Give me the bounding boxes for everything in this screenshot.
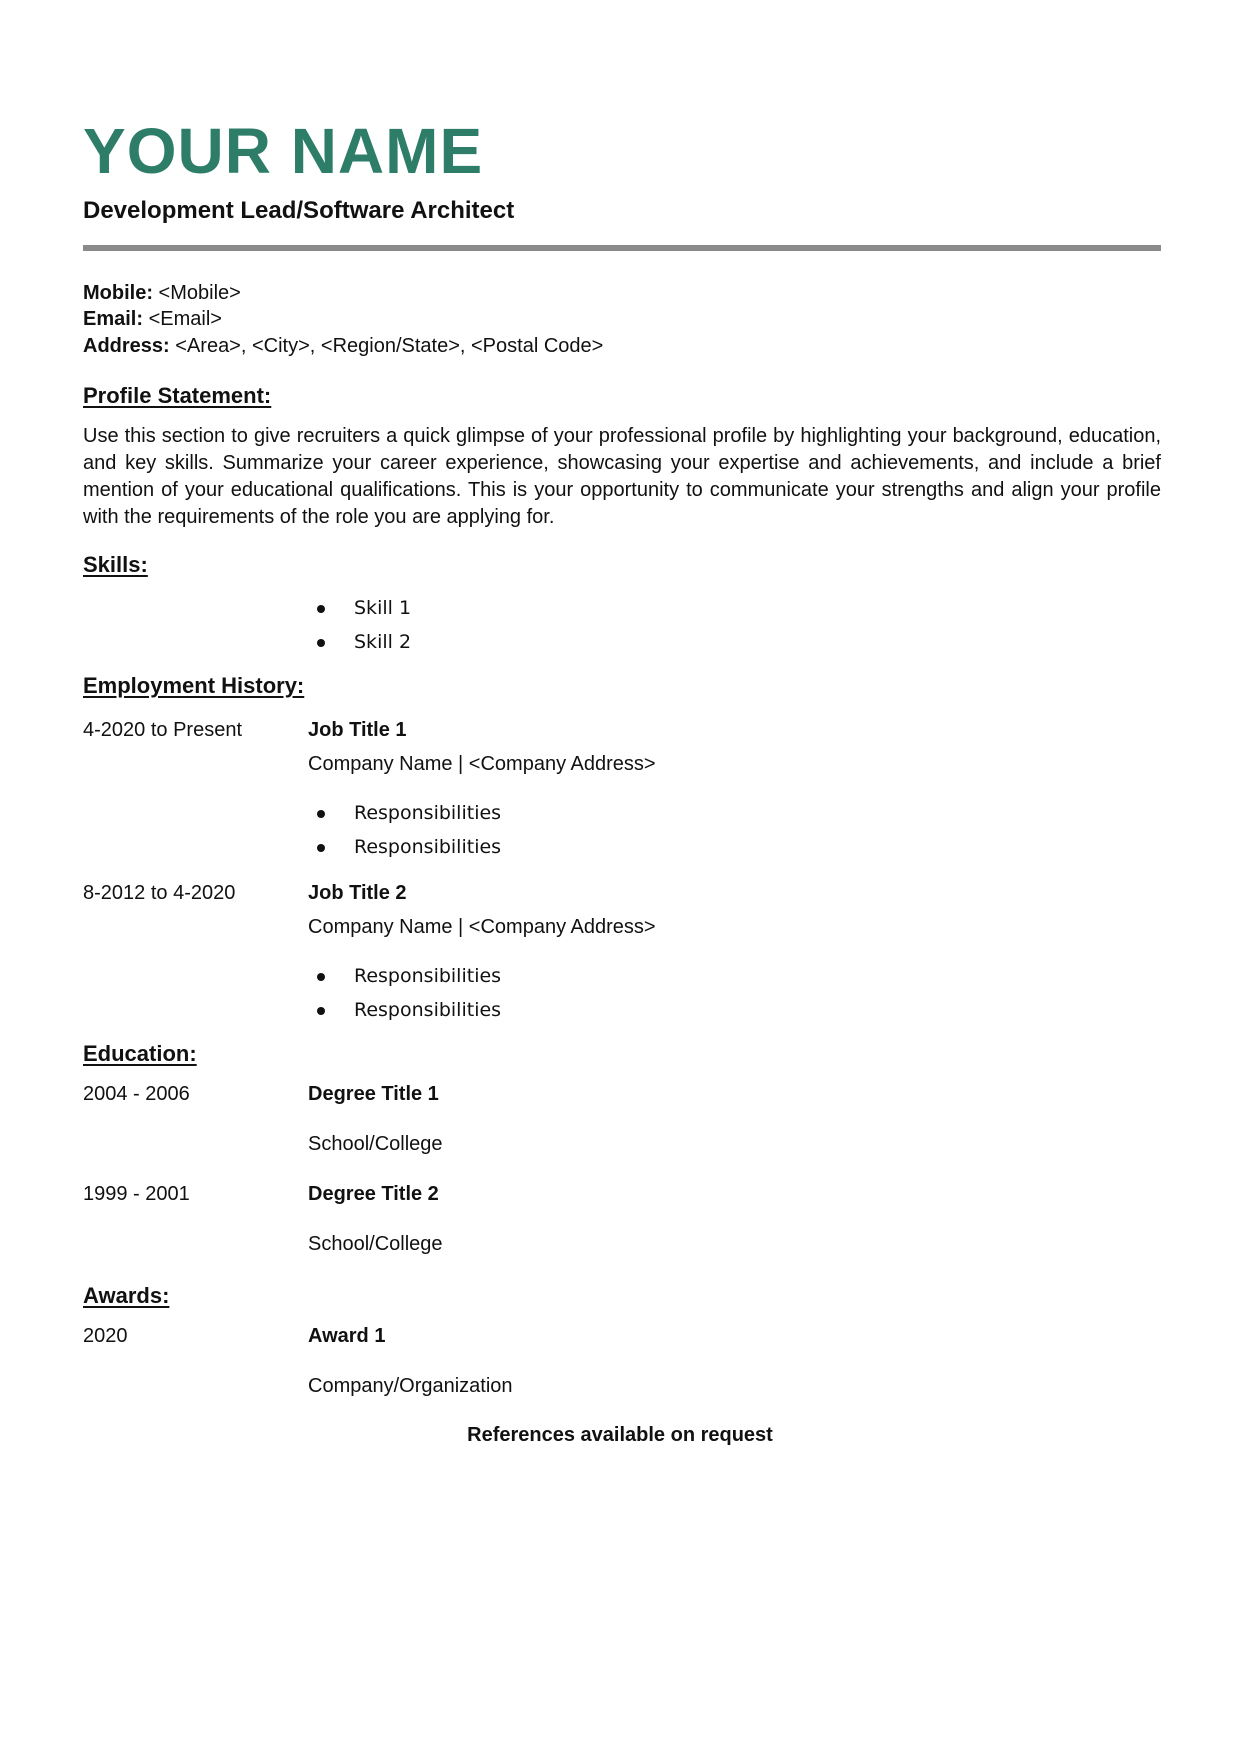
references-note: References available on request	[467, 1424, 773, 1446]
awards-section-title: Awards:	[83, 1283, 170, 1308]
skill-item: Skill 2	[310, 625, 411, 659]
school-name: School/College	[308, 1233, 443, 1255]
profile-section-title: Profile Statement:	[83, 383, 272, 408]
award-title: Award 1	[308, 1325, 386, 1347]
contact-email	[83, 306, 222, 332]
skills-list	[310, 591, 411, 659]
responsibility-item: Responsibilities	[310, 993, 501, 1027]
candidate-role: Development Lead/Software Architect	[83, 197, 515, 224]
responsibility-item: Responsibilities	[310, 959, 501, 993]
job-title: Job Title 1	[308, 719, 407, 741]
responsibility-item: Responsibilities	[310, 830, 501, 864]
job-dates: 8-2012 to 4-2020	[83, 882, 236, 904]
email-label: Email:	[83, 308, 144, 330]
job-responsibilities	[310, 959, 501, 1027]
job-title: Job Title 2	[308, 882, 407, 904]
education-dates: 2004 - 2006	[83, 1083, 190, 1105]
email-value: <Email>	[143, 308, 222, 330]
header-divider	[83, 245, 1161, 251]
skills-section-title: Skills:	[83, 552, 148, 577]
education-dates: 1999 - 2001	[83, 1183, 190, 1205]
mobile-value: <Mobile>	[153, 282, 241, 304]
school-name: School/College	[308, 1133, 443, 1155]
candidate-name: YOUR NAME	[83, 115, 484, 187]
job-responsibilities	[310, 796, 501, 864]
education-section-title: Education:	[83, 1041, 197, 1066]
address-label: Address:	[83, 335, 170, 357]
skill-item: Skill 1	[310, 591, 411, 625]
job-dates: 4-2020 to Present	[83, 719, 242, 741]
contact-address	[83, 333, 603, 359]
award-year: 2020	[83, 1325, 128, 1347]
degree-title: Degree Title 2	[308, 1183, 439, 1205]
mobile-label: Mobile:	[83, 282, 153, 304]
job-company: Company Name | <Company Address>	[308, 753, 656, 775]
employment-section-title: Employment History:	[83, 673, 305, 698]
degree-title: Degree Title 1	[308, 1083, 439, 1105]
award-organization: Company/Organization	[308, 1375, 513, 1397]
job-company: Company Name | <Company Address>	[308, 916, 656, 938]
responsibility-item: Responsibilities	[310, 796, 501, 830]
address-value: <Area>, <City>, <Region/State>, <Postal Code>	[169, 335, 604, 357]
profile-statement-text: Use this section to give recruiters a quick glimpse of your professional profile by highlighting your background, education, and key skills. Summarize your career experience, showcasing your expertise and achievements, and include a brief mention of your educational qualifications. This is your opportunity to communicate your strengths and align your profile with the requirements of the role you are applying for.	[83, 425, 1161, 528]
contact-mobile	[83, 280, 241, 306]
